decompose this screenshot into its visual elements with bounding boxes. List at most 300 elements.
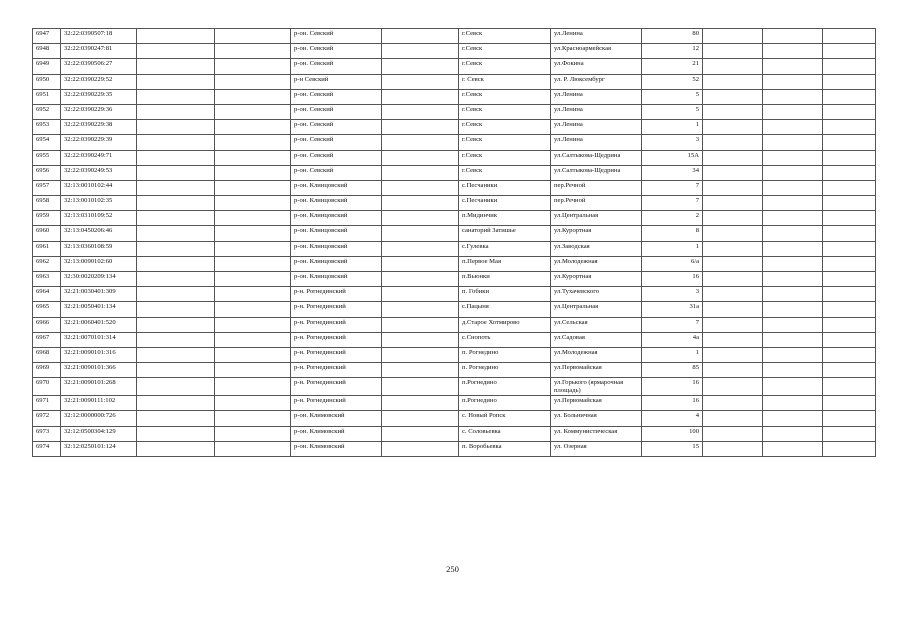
cell-street: ул.Тухачевского (551, 287, 642, 302)
cell-street: ул.Ленина (551, 135, 642, 150)
cell-street: ул.Курортная (551, 226, 642, 241)
cell-empty (703, 378, 763, 396)
cell-locality: г.Севск (459, 135, 551, 150)
cell-district: р-он. Севский (291, 44, 382, 59)
cell-empty (823, 104, 876, 119)
cell-empty (137, 165, 215, 180)
cell-cadastral-number: 32:22:0390229:36 (61, 104, 137, 119)
cell-empty (823, 44, 876, 59)
cell-empty (215, 120, 291, 135)
cell-empty (382, 165, 459, 180)
cell-empty (823, 426, 876, 441)
cell-district: р-он. Севский (291, 89, 382, 104)
cell-number: 6949 (33, 59, 61, 74)
cell-empty (763, 347, 823, 362)
cell-empty (137, 396, 215, 411)
cell-district: р-он. Севский (291, 120, 382, 135)
registry-rows (33, 29, 876, 457)
cell-street: ул. Коммунистическая (551, 426, 642, 441)
cell-cadastral-number: 32:21:0030401:309 (61, 287, 137, 302)
cell-street: ул.Ленина (551, 89, 642, 104)
cell-locality: г.Севск (459, 120, 551, 135)
cell-empty (703, 241, 763, 256)
cell-empty (763, 302, 823, 317)
cell-empty (823, 211, 876, 226)
cell-street: ул. Больничная (551, 411, 642, 426)
cell-locality: с.Гулевка (459, 241, 551, 256)
cell-locality: г.Севск (459, 104, 551, 119)
table-row (33, 363, 876, 378)
cell-empty (137, 180, 215, 195)
cell-empty (382, 120, 459, 135)
cell-empty (823, 411, 876, 426)
cell-empty (382, 256, 459, 271)
cell-empty (215, 441, 291, 456)
cell-empty (137, 378, 215, 396)
cell-street: ул.Курортная (551, 272, 642, 287)
cell-empty (823, 317, 876, 332)
cell-cadastral-number: 32:12:0250101:124 (61, 441, 137, 456)
cell-empty (703, 332, 763, 347)
cell-empty (763, 441, 823, 456)
cell-empty (215, 347, 291, 362)
cell-house: 21 (642, 59, 703, 74)
cell-number: 6958 (33, 196, 61, 211)
cell-empty (763, 165, 823, 180)
cell-empty (823, 165, 876, 180)
table-row (33, 317, 876, 332)
cell-empty (763, 411, 823, 426)
cell-district: р-он. Севский (291, 104, 382, 119)
cell-empty (703, 302, 763, 317)
table-row (33, 74, 876, 89)
cell-locality: п. Воробьевка (459, 441, 551, 456)
cell-district: р-он. Клинцовский (291, 211, 382, 226)
table-row (33, 411, 876, 426)
cell-empty (215, 196, 291, 211)
cell-house: 16 (642, 272, 703, 287)
cell-locality: п.Вьюнки (459, 272, 551, 287)
cell-locality: п.Рогнедино (459, 378, 551, 396)
cell-empty (382, 211, 459, 226)
cell-empty (703, 347, 763, 362)
cell-empty (215, 411, 291, 426)
cell-house: 3 (642, 287, 703, 302)
cell-empty (763, 104, 823, 119)
cell-locality: г. Севск (459, 74, 551, 89)
table-row (33, 196, 876, 211)
cell-district: р-он. Севский (291, 59, 382, 74)
table-row (33, 396, 876, 411)
cell-cadastral-number: 32:13:0010102:44 (61, 180, 137, 195)
cell-number: 6961 (33, 241, 61, 256)
cell-cadastral-number: 32:13:0010102:35 (61, 196, 137, 211)
cell-street: ул.Первомайская (551, 363, 642, 378)
table-row (33, 29, 876, 44)
cell-house: 4 (642, 411, 703, 426)
cell-house: 80 (642, 29, 703, 44)
cell-empty (137, 59, 215, 74)
cell-empty (703, 104, 763, 119)
cell-house: 7 (642, 196, 703, 211)
cell-street: ул.Салтыкова-Щедрина (551, 165, 642, 180)
cell-empty (703, 411, 763, 426)
table-row (33, 287, 876, 302)
cell-empty (763, 317, 823, 332)
cell-empty (763, 363, 823, 378)
cell-empty (137, 302, 215, 317)
cell-street: ул.Центральная (551, 302, 642, 317)
cell-locality: г.Севск (459, 89, 551, 104)
cell-number: 6951 (33, 89, 61, 104)
cell-empty (823, 196, 876, 211)
cell-locality: с. Соловьевка (459, 426, 551, 441)
cell-cadastral-number: 32:21:0070101:314 (61, 332, 137, 347)
cell-number: 6968 (33, 347, 61, 362)
cell-number: 6952 (33, 104, 61, 119)
cell-number: 6955 (33, 150, 61, 165)
cell-empty (215, 211, 291, 226)
cell-empty (137, 104, 215, 119)
cell-empty (137, 74, 215, 89)
table-row (33, 150, 876, 165)
cell-number: 6948 (33, 44, 61, 59)
cell-empty (703, 135, 763, 150)
cell-cadastral-number: 32:22:0390229:52 (61, 74, 137, 89)
cell-empty (215, 89, 291, 104)
cell-house: 1 (642, 241, 703, 256)
cell-empty (215, 363, 291, 378)
cell-empty (215, 74, 291, 89)
cell-empty (703, 272, 763, 287)
cell-cadastral-number: 32:12:0000000:726 (61, 411, 137, 426)
cell-empty (137, 441, 215, 456)
cell-empty (763, 196, 823, 211)
cell-number: 6960 (33, 226, 61, 241)
cell-empty (382, 302, 459, 317)
cell-empty (823, 441, 876, 456)
cell-empty (137, 150, 215, 165)
cell-number: 6956 (33, 165, 61, 180)
cell-empty (382, 441, 459, 456)
cell-cadastral-number: 32:21:0090101:366 (61, 363, 137, 378)
table-row (33, 104, 876, 119)
cell-street: ул.Красноармейская (551, 44, 642, 59)
table-row (33, 272, 876, 287)
cell-number: 6962 (33, 256, 61, 271)
cell-empty (823, 59, 876, 74)
cell-empty (703, 426, 763, 441)
cell-empty (215, 44, 291, 59)
cell-number: 6965 (33, 302, 61, 317)
cell-cadastral-number: 32:22:0390249:71 (61, 150, 137, 165)
cell-cadastral-number: 32:21:0050401:134 (61, 302, 137, 317)
cell-number: 6970 (33, 378, 61, 396)
cell-empty (137, 332, 215, 347)
cell-district: р-н. Рогнединский (291, 332, 382, 347)
cell-empty (382, 29, 459, 44)
cell-locality: п.Мидинчик (459, 211, 551, 226)
cell-empty (137, 241, 215, 256)
cell-street: ул.Ленина (551, 29, 642, 44)
cell-empty (382, 411, 459, 426)
cell-house: 31а (642, 302, 703, 317)
cell-locality: г.Севск (459, 29, 551, 44)
cell-district: р-он. Севский (291, 29, 382, 44)
cell-empty (703, 226, 763, 241)
cell-locality: п. Рогнедино (459, 347, 551, 362)
cell-empty (215, 135, 291, 150)
cell-district: р-он. Климовский (291, 411, 382, 426)
cell-district: р-он. Клинцовский (291, 196, 382, 211)
cell-empty (823, 287, 876, 302)
cell-locality: с.Снопоть (459, 332, 551, 347)
table-row (33, 378, 876, 396)
cell-cadastral-number: 32:13:0450206:46 (61, 226, 137, 241)
table-row (33, 44, 876, 59)
cell-empty (703, 363, 763, 378)
cell-empty (703, 165, 763, 180)
cell-empty (703, 44, 763, 59)
cell-house: 85 (642, 363, 703, 378)
cell-empty (382, 135, 459, 150)
cell-empty (382, 74, 459, 89)
cell-empty (215, 332, 291, 347)
cell-empty (823, 378, 876, 396)
cell-cadastral-number: 32:22:0390247:81 (61, 44, 137, 59)
cell-street: ул.Центральная (551, 211, 642, 226)
cell-empty (382, 59, 459, 74)
cell-empty (763, 44, 823, 59)
cell-empty (703, 59, 763, 74)
cell-district: р-н. Рогнединский (291, 396, 382, 411)
cell-cadastral-number: 32:13:0090102:60 (61, 256, 137, 271)
cell-empty (703, 89, 763, 104)
cell-empty (703, 180, 763, 195)
cell-house: 52 (642, 74, 703, 89)
cell-empty (703, 287, 763, 302)
cell-cadastral-number: 32:13:0360108:59 (61, 241, 137, 256)
cell-empty (137, 411, 215, 426)
cell-empty (382, 180, 459, 195)
cell-district: р-н. Рогнединский (291, 363, 382, 378)
cell-number: 6969 (33, 363, 61, 378)
cell-number: 6959 (33, 211, 61, 226)
cell-empty (137, 135, 215, 150)
cell-empty (703, 150, 763, 165)
cell-empty (382, 396, 459, 411)
cell-empty (823, 226, 876, 241)
cell-house: 8 (642, 226, 703, 241)
cell-street: ул.Ленина (551, 104, 642, 119)
cell-cadastral-number: 32:22:0390507:18 (61, 29, 137, 44)
cell-number: 6967 (33, 332, 61, 347)
cell-empty (215, 426, 291, 441)
cell-cadastral-number: 32:22:0390249:53 (61, 165, 137, 180)
cell-empty (823, 89, 876, 104)
cell-empty (703, 120, 763, 135)
cell-empty (137, 196, 215, 211)
cell-locality: г.Севск (459, 59, 551, 74)
cell-house: 6/а (642, 256, 703, 271)
cell-district: р-он. Клинцовский (291, 180, 382, 195)
cell-locality: д.Старое Хотмирово (459, 317, 551, 332)
cell-district: р-н. Рогнединский (291, 317, 382, 332)
cell-locality: с.Пацыня (459, 302, 551, 317)
cell-empty (703, 256, 763, 271)
cell-house: 3 (642, 135, 703, 150)
cell-street: ул.Фокина (551, 59, 642, 74)
cell-house: 12 (642, 44, 703, 59)
cell-cadastral-number: 32:21:0090111:102 (61, 396, 137, 411)
cell-empty (382, 89, 459, 104)
cell-empty (215, 150, 291, 165)
cell-empty (382, 196, 459, 211)
table-row (33, 59, 876, 74)
cell-house: 4а (642, 332, 703, 347)
cell-empty (763, 256, 823, 271)
cell-locality: с.Песчаники (459, 196, 551, 211)
cell-street: ул.Салтыкова-Щедрина (551, 150, 642, 165)
cell-empty (823, 120, 876, 135)
cell-locality: санаторий Затишье (459, 226, 551, 241)
cell-house: 15А (642, 150, 703, 165)
cell-district: р-он. Севский (291, 135, 382, 150)
cell-number: 6953 (33, 120, 61, 135)
cell-empty (137, 287, 215, 302)
cell-empty (382, 426, 459, 441)
table-row (33, 241, 876, 256)
table-row (33, 426, 876, 441)
cell-empty (823, 256, 876, 271)
cell-district: р-он. Клинцовский (291, 226, 382, 241)
cell-district: р-он. Климовский (291, 426, 382, 441)
cell-empty (382, 332, 459, 347)
cell-house: 16 (642, 378, 703, 396)
cell-empty (763, 272, 823, 287)
cell-street: ул.Ленина (551, 120, 642, 135)
cell-empty (215, 256, 291, 271)
cell-empty (763, 135, 823, 150)
table-row (33, 165, 876, 180)
cell-empty (382, 287, 459, 302)
cell-locality: г.Севск (459, 150, 551, 165)
cell-empty (703, 29, 763, 44)
cell-number: 6972 (33, 411, 61, 426)
cell-number: 6966 (33, 317, 61, 332)
cell-cadastral-number: 32:21:0060401:520 (61, 317, 137, 332)
cell-house: 5 (642, 89, 703, 104)
cell-empty (137, 426, 215, 441)
cell-street: ул.Горького (ярмарочная площадь) (551, 378, 642, 396)
cell-empty (215, 165, 291, 180)
table-row (33, 256, 876, 271)
cell-empty (763, 59, 823, 74)
cell-district: р-н. Рогнединский (291, 378, 382, 396)
cell-house: 34 (642, 165, 703, 180)
cell-number: 6973 (33, 426, 61, 441)
cell-empty (137, 347, 215, 362)
cell-number: 6963 (33, 272, 61, 287)
cell-empty (763, 378, 823, 396)
cell-empty (823, 302, 876, 317)
cell-empty (763, 89, 823, 104)
cell-street: пер.Речной (551, 196, 642, 211)
cell-empty (215, 378, 291, 396)
cell-empty (137, 363, 215, 378)
cell-house: 100 (642, 426, 703, 441)
cell-house: 1 (642, 347, 703, 362)
cell-empty (823, 150, 876, 165)
cell-house: 1 (642, 120, 703, 135)
cell-empty (382, 378, 459, 396)
cell-empty (215, 302, 291, 317)
cell-empty (215, 317, 291, 332)
cell-empty (137, 89, 215, 104)
cell-empty (763, 226, 823, 241)
cell-cadastral-number: 32:22:0390506:27 (61, 59, 137, 74)
cell-empty (137, 211, 215, 226)
cell-district: р-н. Рогнединский (291, 287, 382, 302)
cell-house: 2 (642, 211, 703, 226)
cell-empty (763, 332, 823, 347)
cell-empty (823, 180, 876, 195)
cell-empty (382, 150, 459, 165)
registry-table (32, 28, 876, 457)
table-row (33, 226, 876, 241)
cell-street: ул.Молодежная (551, 256, 642, 271)
cell-empty (703, 396, 763, 411)
cell-number: 6954 (33, 135, 61, 150)
cell-empty (703, 441, 763, 456)
cell-empty (763, 29, 823, 44)
cell-house: 15 (642, 441, 703, 456)
cell-district: р-н. Рогнединский (291, 347, 382, 362)
cell-empty (823, 396, 876, 411)
cell-empty (823, 347, 876, 362)
cell-cadastral-number: 32:30:0020209:134 (61, 272, 137, 287)
cell-empty (382, 226, 459, 241)
cell-empty (763, 396, 823, 411)
cell-empty (763, 120, 823, 135)
cell-district: р-он. Севский (291, 165, 382, 180)
cell-empty (382, 104, 459, 119)
cell-number: 6971 (33, 396, 61, 411)
cell-empty (215, 29, 291, 44)
cell-empty (382, 347, 459, 362)
cell-house: 5 (642, 104, 703, 119)
table-row (33, 347, 876, 362)
cell-street: ул.Первомайская (551, 396, 642, 411)
cell-house: 7 (642, 317, 703, 332)
cell-empty (823, 332, 876, 347)
cell-street: ул.Садовая (551, 332, 642, 347)
cell-empty (763, 426, 823, 441)
page-number: 250 (446, 564, 459, 574)
table-row (33, 89, 876, 104)
cell-empty (823, 135, 876, 150)
cell-locality: с. Новый Ропск (459, 411, 551, 426)
table-row (33, 180, 876, 195)
cell-district: р-он. Севский (291, 150, 382, 165)
cell-empty (823, 241, 876, 256)
cell-cadastral-number: 32:21:0090101:268 (61, 378, 137, 396)
cell-empty (215, 396, 291, 411)
cell-district: р-он. Клинцовский (291, 272, 382, 287)
cell-empty (382, 272, 459, 287)
cell-house: 7 (642, 180, 703, 195)
cell-locality: п. Рогнедино (459, 363, 551, 378)
